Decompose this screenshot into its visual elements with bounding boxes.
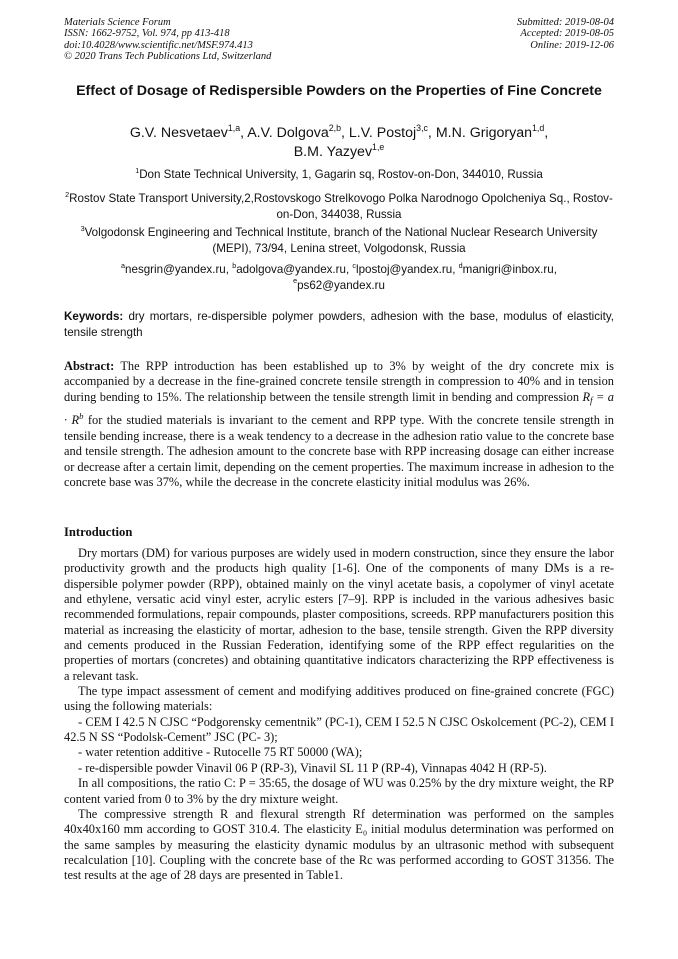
date-submitted: Submitted: 2019-08-04	[516, 17, 614, 28]
list-item: - re-dispersible powder Vinavil 06 P (RP-3), Vinavil SL 11 P (RP-4), Vinnapas 4042 H (RP-5).	[78, 760, 547, 775]
keywords-text: dry mortars, re-dispersible polymer powders, adhesion with the base, modulus of elasticity, tensile strength	[64, 310, 614, 339]
submission-dates	[517, 17, 614, 51]
email: $^d$manigri@inbox.ru,	[458, 260, 557, 276]
journal-info	[64, 17, 271, 62]
keywords-label: Keywords:	[64, 310, 124, 323]
keywords	[64, 309, 614, 340]
introduction-body	[64, 546, 614, 884]
date-accepted: Accepted: 2019-08-05	[520, 28, 614, 40]
affiliation-2: $^2$Rostov State Transport University,2,Rostovskogo Strelkovogo Polka Narodnogo Opolcheniya Sq., Rostov-on-Don, 344038, Russia	[65, 189, 613, 221]
paragraph: The compressive strength R and flexural strength Rf determination was performed on the samples 40x40x160 mm according to GOST 310.4. The elasticity E₀ initial modulus determination was performed on the same samples by measuring the elasticity dynamic modulus by an ultrasonic method with subsequent recalculation [10]. Coupling with the concrete base of the Rc was performed according to GOST 31356. The test results at the age of 28 days are presented in Table1.	[64, 806, 614, 883]
affiliation-1: $^1$Don State Technical University, 1, Gagarin sq, Rostov-on-Don, 344010, Russia	[135, 165, 543, 181]
abstract-formula: $R_f = a \cdot R^b$	[64, 389, 614, 428]
paper-title: Effect of Dosage of Redispersible Powders on the Properties of Fine Concrete	[76, 83, 602, 99]
journal-name: Materials Science Forum	[64, 17, 171, 28]
email: $^e$ps62@yandex.ru	[293, 276, 385, 292]
journal-copyright: © 2020 Trans Tech Publications Ltd, Switzerland	[64, 50, 272, 62]
abstract-label: Abstract:	[64, 359, 115, 373]
journal-issn: ISSN: 1662-9752, Vol. 974, pp 413-418	[64, 28, 230, 40]
email: $^a$nesgrin@yandex.ru,	[121, 260, 233, 276]
paragraph: In all compositions, the ratio C: P = 35:65, the dosage of WU was 0.25% by the dry mixture weight, the RP content varied from 0 to 3% by the dry mixture weight.	[64, 776, 614, 806]
author: G.V. Nesvetaev$^{1,a}$,	[129, 122, 248, 141]
list-item: - CEM I 42.5 N CJSC “Podgorensky cementnik” (PC-1), CEM I 52.5 N CJSC Oskolcement (PC-2), CEM I 42.5 N SS “Podolsk-Cement” JSC (PC- 3);	[64, 714, 614, 745]
author: M.N. Grigoryan$^{1,d}$,	[435, 122, 549, 141]
abstract	[64, 359, 614, 490]
abstract-text-2: for the studied materials is invariant to the cement and RPP type. With the concrete tensile strength in tensile bending increase, there is a weak tendency to a decrease in the adhesion ratio value to the concrete base and tensile strength. The adhesion amount to the concrete base with RPP increasing dosage can either increase or decrease after a certain limit, depending on the cement properties. The maximum increase in adhesion to the concrete base was 37%, while the decrease in the concrete elasticity initial modulus was 26%.	[64, 413, 614, 489]
author: B.M. Yazyev$^{1,e}$	[293, 141, 385, 160]
date-online: Online: 2019-12-06	[530, 39, 614, 51]
list-item: - water retention additive - Rutocelle 75 RT 50000 (WA);	[78, 745, 363, 760]
email: $^b$adolgova@yandex.ru,	[232, 260, 353, 276]
author-list	[64, 124, 614, 162]
abstract-text-1: The RPP introduction has been established up to 3% by weight of the dry concrete mix is accompanied by a decrease in the fine-grained concrete tensile strength in compression to 40% and in tension during bending to 15%. The relationship between the tensile strength limit in bending and compression	[64, 359, 615, 404]
paragraph: Dry mortars (DM) for various purposes are widely used in modern construction, since they ensure the labor productivity growth and the products high quality [1-6]. One of the components of many DMs is a re-dispersible polymer powder (RPP), obtained mainly on the vinyl acetate basis, a copolymer of vinyl acetate and ethylene, versatic acid vinyl ester, acrylic esters [7–9]. RPP is included in the various adhesives basic recommended formulations, repair compounds, plaster compositions, screeds. RPP manufacturers position this material as increasing the elasticity of mortar, adhesion to the base, tensile strength. Given the RPP diversity and cements produced in the Russian Federation, identifying some of the RPP effect regularities on the properties of mortars (concretes) and obtaining quantitative indicators characterizing the RPP effectiveness is a relevant task.	[64, 546, 614, 683]
author: L.V. Postoj$^{3,c}$,	[348, 122, 436, 141]
affiliation-3: $^3$Volgodonsk Engineering and Technical Institute, branch of the National Nuclear Research University (MEPI), 73/94, Lenina street, Volgodonsk, Russia	[80, 223, 598, 255]
section-title-introduction: Introduction	[64, 525, 133, 539]
email-list	[64, 262, 614, 293]
email: $^c$lpostoj@yandex.ru,	[352, 260, 459, 276]
paragraph: The type impact assessment of cement and modifying additives produced on fine-grained concrete (FGC) using the following materials:	[64, 684, 614, 714]
author: A.V. Dolgova$^{2,b}$,	[247, 122, 349, 141]
journal-doi: doi:10.4028/www.scientific.net/MSF.974.413	[64, 39, 253, 51]
